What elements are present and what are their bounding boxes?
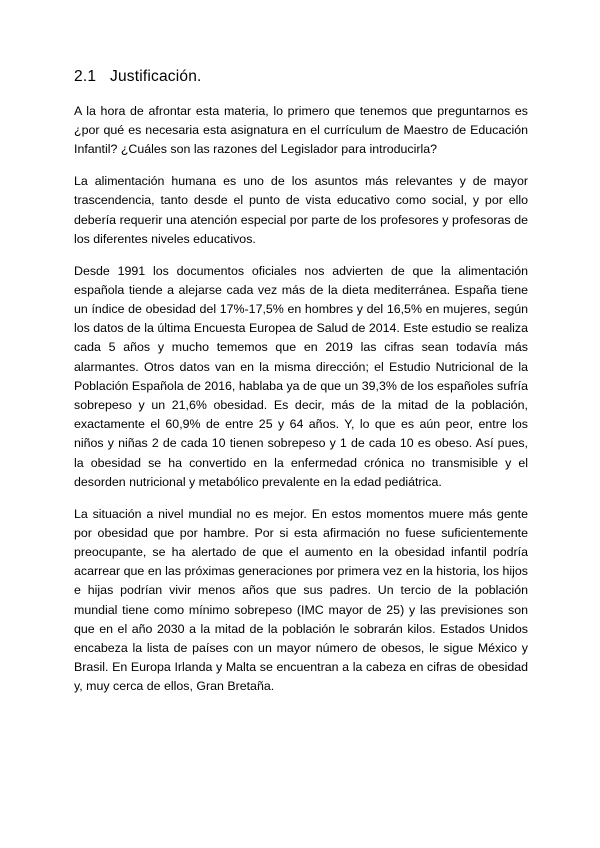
section-heading [74,68,528,86]
paragraph-spain-obesity-data: Desde 1991 los documentos oficiales nos advierten de que la alimentación española tiende a alejarse cada vez más de la dieta mediterránea. España tiene un índice de obesidad del 17%-17,5% en hombres y del 16,5% en mujeres, según los datos de la última Encuesta Europea de Salud de 2014. Este estudio se realiza cada 5 años y mucho tememos que en 2019 las cifras sean todavía más alarmantes. Otros datos van en la misma dirección; el Estudio Nutricional de la Población Española de 2016, hablaba ya de que un 39,3% de los españoles sufría sobrepeso y un 21,6% obesidad. Es decir, más de la mitad de la población, exactamente el 60,9% de entre 25 y 64 años. Y, lo que es aún peor, entre los niños y niñas 2 de cada 10 tienen sobrepeso y 1 de cada 10 es obeso. Así pues, la obesidad se ha convertido en la enfermedad crónica no transmisible y el desorden nutricional y metabólico prevalente en la edad pediátrica. [74,263,528,489]
paragraph-world-situation: La situación a nivel mundial no es mejor. En estos momentos muere más gente por obesidad que por hambre. Por si esta afirmación no fuese suficientemente preocupante, se ha alertado de que el aumento en la obesidad infantil podría acarrear que en las próximas generaciones por primera vez en la historia, los hijos e hijas podrían vivir menos años que sus padres. Un tercio de la población mundial tiene como mínimo sobrepeso (IMC mayor de 25) y las previsiones son que en el año 2030 a la mitad de la población le sobrarán kilos. Estados Unidos encabeza la lista de países con un mayor número de obesos, le sigue México y Brasil. En Europa Irlanda y Malta se encuentran a la cabeza en cifras de obesidad y, muy cerca de ellos, Gran Bretaña. [74,506,528,694]
document-page [74,68,528,709]
section-number: 2.1 [74,68,97,85]
paragraph-intro-question: A la hora de afrontar esta materia, lo primero que tenemos que preguntarnos es ¿por qué es necesaria esta asignatura en el currículum de Maestro de Educación Infantil? ¿Cuáles son las razones del Legislador para introducirla? [74,104,528,157]
section-title: Justificación. [110,68,202,85]
paragraph-human-nutrition: La alimentación humana es uno de los asuntos más relevantes y de mayor trascendencia, tanto desde el punto de vista educativo como social, y por ello debería requerir una atención especial por parte de los profesores y profesoras de los diferentes niveles educativos. [74,174,528,246]
